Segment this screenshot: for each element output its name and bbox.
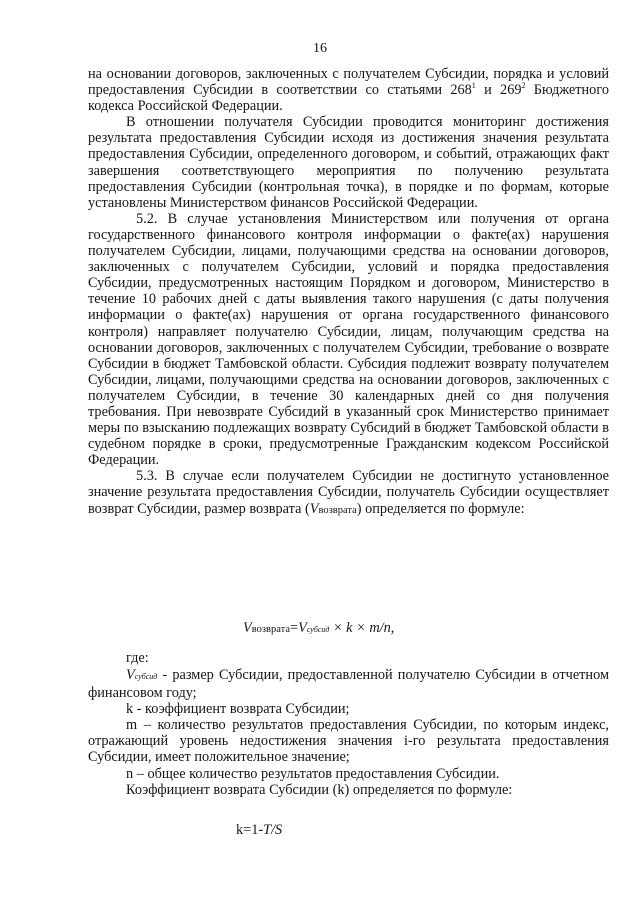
def-v-subscript: субсид [134,672,158,681]
paragraph-2: В отношении получателя Субсидии проводится мониторинг достижения результата предоставления Субсидии исходя из достижения значения результата предоставления Субсидии, определенного договором, и событий, отражающих факт завершения соответствующего мероприятия по получению результата предоставления Субсидии (контрольная точка), в порядке и по формам, которые установлены Министерством финансов Российской Федерации. [88,114,609,211]
article-number: 269 [500,82,522,99]
paragraph-1 [88,66,609,114]
def-v-text: - размер Субсидии, предоставленной получателю Субсидии в отчетном финансовом году; [88,667,609,702]
coefficient-intro: Коэффициент возврата Субсидии (k) определяется по формуле: [126,781,513,798]
where-label: где: [126,650,149,666]
paragraph-3-section-5-2: 5.2. В случае установления Министерством или получения от органа государственного финансового контроля информации о факте(ах) нарушения получателем Субсидии, лицами, получающими средства на основании договоров, заключенных с получателем Субсидии, условий и порядка предоставления Субсидии, предусмотренных настоящим Порядком и договором, Министерство в течение 10 рабочих дней с даты выявления такого нарушения (с даты получения информации о факте(ах) нарушения от органа государственного финансового контроля) направляет получателю Субсидии, лицам, получающим средства на основании договоров, заключенных с получателем Субсидии, требование о возврате Субсидии в бюджет Тамбовской области. Субсидия подлежит возврату получателем Субсидии, лицами, получающими средства на основании договоров, заключенных с получателем Субсидии, в течение 30 календарных дней со дня получения требования. При невозврате Субсидий в указанный срок Министерство принимает меры по взысканию подлежащих возврату Субсидий в бюджет Тамбовской области в судебном порядке в сроки, предусмотренные Гражданским кодексом Российской Федерации. [88,210,609,469]
coef-k: k=1- [236,822,264,838]
def-v-symbol: V [126,667,135,683]
definition-m: m – количество результатов предоставления Субсидии, по которым индекс, отражающий уровень недостижения значения i-го результата предоставления Субсидии, имеет положительное значение; [88,717,609,766]
footnote-mark: 1 [471,81,476,91]
paragraph-4-end: ) определяется по формуле: [356,500,525,517]
paragraph-1-end: Бюджетного кодекса Российской Федерации. [88,82,609,115]
formula-v2: V [298,620,307,636]
coefficient-formula [236,822,282,838]
definitions-list [88,667,609,798]
v-subscript: возврата [318,504,357,516]
formula-equals: = [290,620,299,636]
paragraph-4-text: 5.3. В случае если получателем Субсидии не достигнуто установленное значение результата предоставления Субсидии, получатель Субсидии осуществляет возврат Субсидии, размер возврата [88,468,609,517]
formula-v-subscript: возврата [251,624,290,635]
definition-vsubsid [88,667,609,701]
definition-k: k - коэффициент возврата Субсидии; [126,701,350,718]
text-body [88,66,609,519]
formula-rest: × k × m/n, [329,620,395,636]
formula-v: V [243,620,252,636]
formula-v2-subscript: субсид [306,625,330,634]
return-amount-formula [243,620,394,638]
definition-n: n – общее количество результатов предоставления Субсидии. [126,765,500,782]
footnote-mark-2: 2 [521,81,526,91]
v-symbol: V [309,500,319,517]
paragraph-1-text: на основании договоров, заключенных с получателем Субсидии, порядка и условий предоставления Субсидии в соответствии со статьями 268 [88,66,609,99]
coef-expr: T/S [263,822,283,838]
paragraph-4-section-5-3: 5.3. В случае если получателем Субсидии не достигнуто установленное значение результата предоставления Субсидии, получатель Субсидии осуществляет возврат Субсидии, размер возврата (Vвозврата) определяется по формуле: [88,468,609,517]
paragraph-1-and: и [484,82,492,99]
page-number: 16 [313,41,327,56]
